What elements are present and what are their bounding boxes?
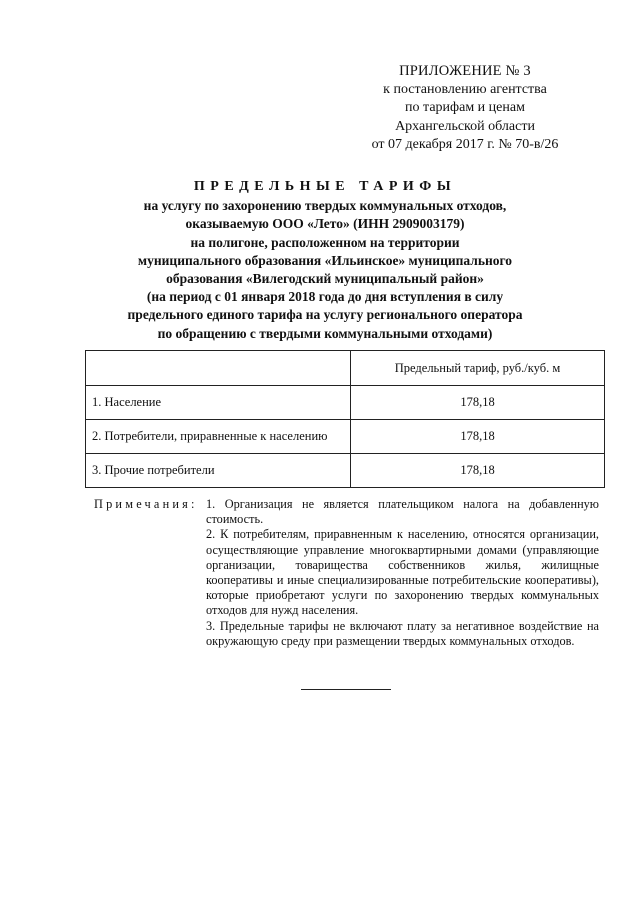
notes-label: Примечания: xyxy=(94,497,198,511)
appendix-line: по тарифам и ценам xyxy=(405,100,525,115)
title-line: образования «Вилегодский муниципальный район» xyxy=(166,271,484,287)
document-title: ПРЕДЕЛЬНЫЕ ТАРИФЫ xyxy=(193,179,457,194)
appendix-line: к постановлению агентства xyxy=(383,81,547,97)
title-line: (на период с 01 января 2018 года до дня вступления в силу xyxy=(146,289,504,305)
table-row xyxy=(86,386,605,420)
appendix-block xyxy=(340,62,590,155)
closing-divider xyxy=(301,689,391,690)
appendix-line: Архангельской области xyxy=(395,118,535,134)
tariff-value-cell: 178,18 xyxy=(351,386,605,420)
title-line: муниципального образования «Ильинское» муниципального xyxy=(137,252,513,268)
table-row xyxy=(86,420,605,454)
consumer-category-cell: 1. Население xyxy=(86,386,351,420)
table-header-cell xyxy=(86,351,351,386)
table-row xyxy=(86,454,605,488)
tariff-table xyxy=(85,350,605,488)
note-item: 1. Организация не является плательщиком налога на добавленную стоимость. xyxy=(206,497,599,527)
tariff-value-cell: 178,18 xyxy=(351,420,605,454)
title-line: оказываемую ООО «Лето» (ИНН 2909003179) xyxy=(185,216,465,232)
table-header-cell: Предельный тариф, руб./куб. м xyxy=(351,351,605,386)
title-line: на полигоне, расположенном на территории xyxy=(190,234,460,250)
consumer-category-cell: 2. Потребители, приравненные к населению xyxy=(86,420,351,454)
document-title-block xyxy=(60,178,590,343)
title-line: предельного единого тарифа на услугу регионального оператора xyxy=(127,307,523,323)
consumer-category-cell: 3. Прочие потребители xyxy=(86,454,351,488)
note-item: 2. К потребителям, приравненным к населению, относятся организации, осуществляющие управление многоквартирными домами (управляющие организации, товарищества собственников жилья, жилищные кооперативы и иные специализированные потребительские кооперативы), которые приобретают услуги по захоронению твердых коммунальных отходов для нужд населения. xyxy=(206,527,599,618)
title-line: по обращению с твердыми коммунальными отходами) xyxy=(157,325,493,341)
appendix-heading: ПРИЛОЖЕНИЕ № 3 xyxy=(399,63,531,79)
title-line: на услугу по захоронению твердых коммунальных отходов, xyxy=(143,198,507,214)
table-header-row xyxy=(86,351,605,386)
note-item: 3. Предельные тарифы не включают плату за негативное воздействие на окружающую среду при размещении твердых коммунальных отходов. xyxy=(206,618,599,648)
tariff-value-cell: 178,18 xyxy=(351,454,605,488)
appendix-line: от 07 декабря 2017 г. № 70-в/26 xyxy=(371,137,559,152)
notes-list xyxy=(206,497,599,649)
